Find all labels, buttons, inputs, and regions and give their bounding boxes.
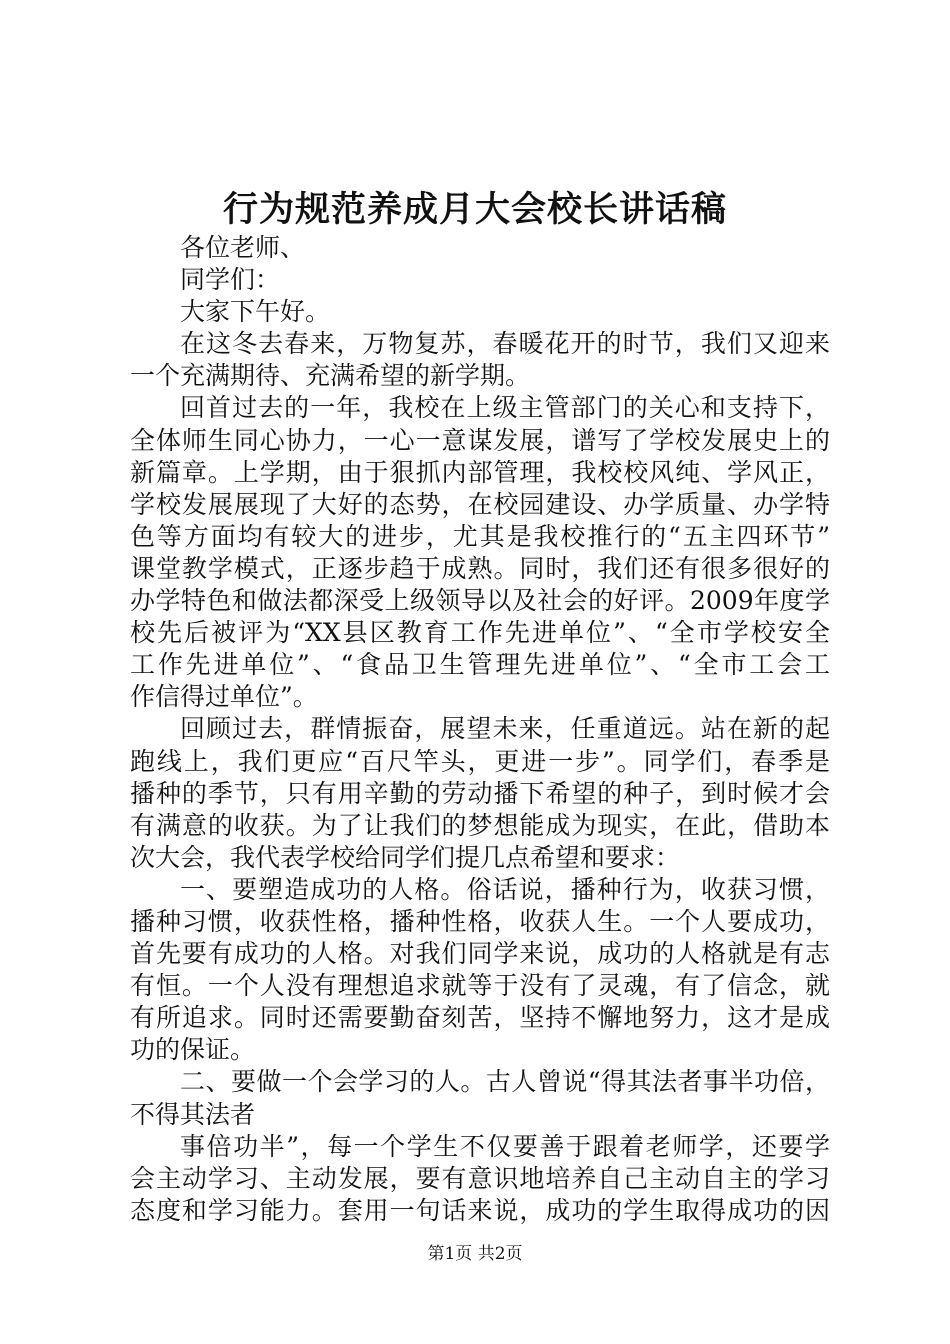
text-line: 跑线上，我们更应“百尺竿头，更进一步”。同学们，春季是 (130, 746, 830, 776)
text-line: 同学们： (180, 265, 281, 295)
text-line: 有恒。一个人没有理想追求就等于没有了灵魂，有了信念，就 (130, 971, 830, 1001)
text-line: 办学特色和做法都深受上级领导以及社会的好评。2009年度学 (130, 586, 830, 616)
text-line: 有所追求。同时还需要勤奋刻苦，坚持不懈地努力，这才是成 (130, 1003, 830, 1033)
text-line: 态度和学习能力。套用一句话来说，成功的学生取得成功的因 (130, 1195, 830, 1225)
text-line: 事倍功半”，每一个学生不仅要善于跟着老师学，还要学 (180, 1131, 830, 1161)
text-line: 首先要有成功的人格。对我们同学来说，成功的人格就是有志 (130, 939, 830, 969)
text-line: 有满意的收获。为了让我们的梦想能成为现实，在此，借助本 (130, 810, 830, 840)
text-line: 回首过去的一年，我校在上级主管部门的关心和支持下， (180, 393, 830, 423)
text-line: 功的保证。 (130, 1035, 256, 1065)
text-line: 一个充满期待、充满希望的新学期。 (130, 361, 531, 391)
text-line: 播种的季节，只有用辛勤的劳动播下希望的种子，到时候才会 (130, 778, 830, 808)
text-line: 大家下午好。 (180, 297, 331, 327)
text-line: 一、要塑造成功的人格。俗话说，播种行为，收获习惯， (180, 874, 830, 904)
text-line: 工作先进单位”、“食品卫生管理先进单位”、“全市工会工 (130, 650, 830, 680)
text-line: 回顾过去，群情振奋，展望未来，任重道远。站在新的起 (180, 714, 830, 744)
text-line: 二、要做一个会学习的人。古人曾说“得其法者事半功倍， (180, 1067, 830, 1097)
text-line: 各位老师、 (180, 233, 306, 262)
document-title: 行为规范养成月大会校长讲话稿 (222, 189, 727, 230)
text-line: 作信得过单位”。 (130, 682, 318, 712)
text-line: 不得其法者 (130, 1099, 256, 1129)
text-line: 色等方面均有较大的进步，尤其是我校推行的“五主四环节” (130, 521, 830, 551)
text-line: 学校发展展现了大好的态势，在校园建设、办学质量、办学特 (130, 489, 830, 519)
text-line: 新篇章。上学期，由于狠抓内部管理，我校校风纯、学风正， (130, 457, 830, 487)
text-line: 播种习惯，收获性格，播种性格，收获人生。一个人要成功， (130, 906, 830, 936)
text-line: 课堂教学模式，正逐步趋于成熟。同时，我们还有很多很好的 (130, 553, 830, 583)
text-line: 会主动学习、主动发展，要有意识地培养自己主动自主的学习 (130, 1163, 830, 1193)
text-line: 在这冬去春来，万物复苏，春暖花开的时节，我们又迎来 (180, 329, 830, 359)
text-line: 次大会，我代表学校给同学们提几点希望和要求： (130, 842, 681, 872)
text-line: 全体师生同心协力，一心一意谋发展，谱写了学校发展史上的 (130, 425, 830, 455)
text-line: 校先后被评为“XX县区教育工作先进单位”、“全市学校安全 (130, 618, 830, 648)
document-body (130, 232, 830, 1227)
page-footer: 第1页 共2页 (427, 1244, 523, 1264)
